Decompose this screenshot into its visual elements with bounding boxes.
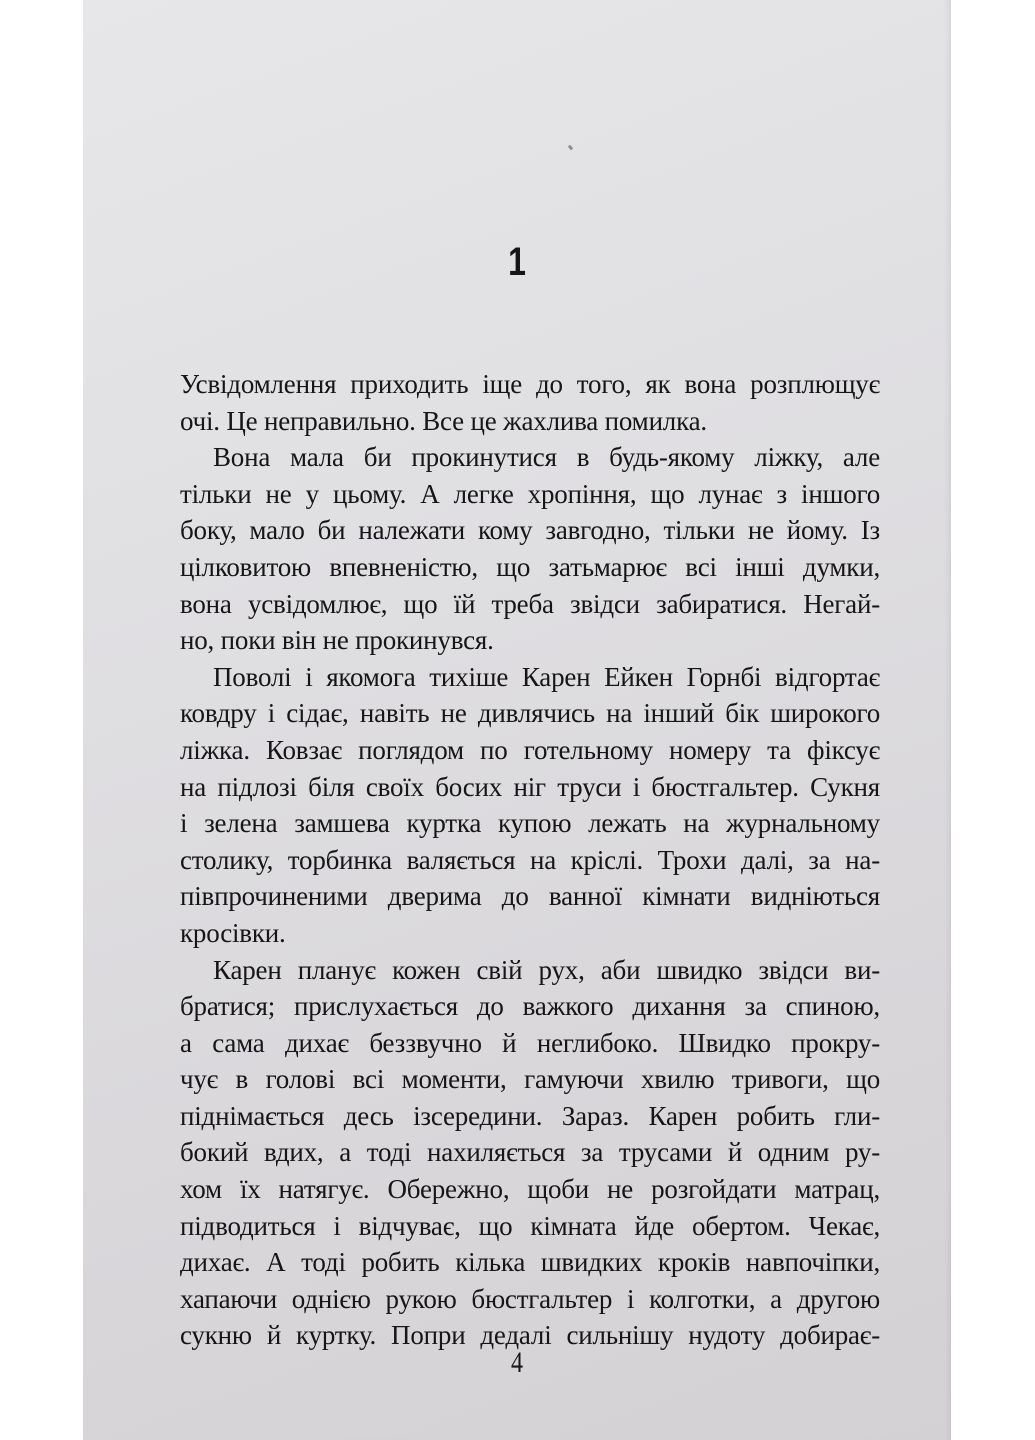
text-line: Вона мала би прокинутися в будь-якому ліжку, але bbox=[213, 442, 880, 473]
text-line: Поволі і якомога тихіше Карен Ейкен Горнбі відгортає bbox=[213, 661, 880, 692]
text-line: ковдру і сідає, навіть не дивлячись на інший бік широкого bbox=[180, 698, 880, 729]
text-line: дихає. А тоді робить кілька швидких кроків навпочіпки, bbox=[180, 1247, 880, 1278]
chapter-number: 1 bbox=[508, 240, 526, 284]
text-line: на підлозі біля своїх босих ніг труси і бюстгальтер. Сукня bbox=[180, 771, 880, 802]
paragraph-2 bbox=[180, 439, 880, 659]
text-line: а сама дихає беззвучно й неглибоко. Швидко прокру- bbox=[180, 1027, 880, 1058]
text-line: очі. Це неправильно. Все це жахлива помилка. bbox=[180, 405, 707, 436]
text-line: Усвідомлення приходить іще до того, як вона розплющує bbox=[180, 369, 880, 399]
text-line: хом їх натягує. Обережно, щоби не розгойдати матрац, bbox=[180, 1174, 880, 1205]
text-line: бокий вдих, а тоді нахиляється за трусами й одним ру- bbox=[180, 1137, 880, 1168]
text-line: тільки не у цьому. А легке хропіння, що лунає з іншого bbox=[180, 478, 880, 509]
text-line: півпрочиненими дверима до ванної кімнати видніються bbox=[180, 881, 880, 912]
paragraph-1 bbox=[180, 366, 880, 439]
text-line: підводиться і відчуває, що кімната йде обертом. Чекає, bbox=[180, 1210, 880, 1241]
text-line: братися; прислухається до важкого дихання за спиною, bbox=[180, 991, 880, 1022]
text-line: кросівки. bbox=[180, 917, 286, 948]
text-line: сукню й куртку. Попри дедалі сильнішу нудоту добирає- bbox=[180, 1320, 880, 1351]
text-line: хапаючи однією рукою бюстгальтер і колготки, а другою bbox=[180, 1283, 880, 1314]
text-line: цілковитою впевненістю, що затьмарює всі інші думки, bbox=[180, 551, 880, 582]
book-page bbox=[83, 0, 951, 1440]
paragraph-4 bbox=[180, 952, 880, 1355]
text-line: чує в голові всі моменти, гамуючи хвилю тривоги, що bbox=[180, 1064, 880, 1095]
text-line: Карен планує кожен свій рух, аби швидко звідси ви- bbox=[213, 954, 880, 985]
page-number: 4 bbox=[511, 1346, 523, 1379]
text-line: но, поки він не прокинувся. bbox=[180, 625, 494, 656]
paragraph-3 bbox=[180, 659, 880, 952]
body-text bbox=[180, 366, 880, 1354]
text-line: столику, торбинка валяється на кріслі. Трохи далі, за на- bbox=[180, 844, 880, 875]
text-line: піднімається десь ізсередини. Зараз. Карен робить гли- bbox=[180, 1100, 880, 1131]
text-line: ліжка. Ковзає поглядом по готельному номеру та фіксує bbox=[180, 734, 880, 765]
text-line: і зелена замшева куртка купою лежать на журнальному bbox=[180, 808, 880, 839]
paper-speck bbox=[568, 145, 574, 151]
text-line: вона усвідомлює, що їй треба звідси забиратися. Негай- bbox=[180, 588, 880, 619]
text-line: боку, мало би належати кому завгодно, тільки не йому. Із bbox=[180, 515, 880, 546]
